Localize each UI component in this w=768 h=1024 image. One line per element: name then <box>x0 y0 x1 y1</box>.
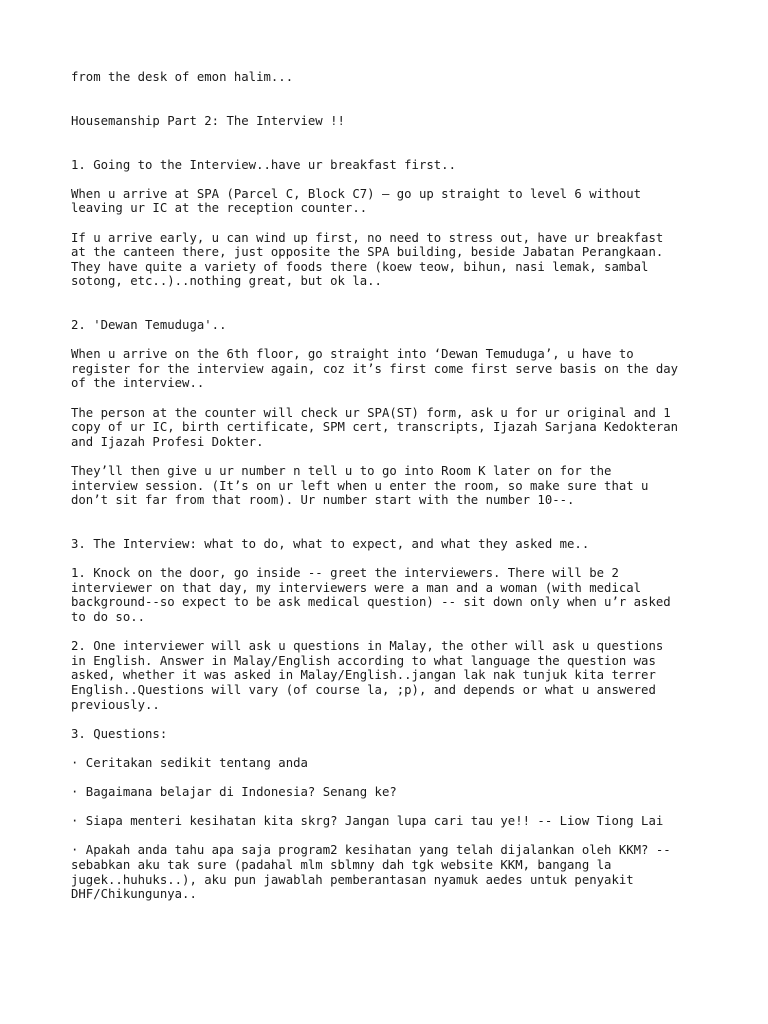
spacer <box>71 449 708 464</box>
spacer <box>71 771 708 786</box>
section-heading: 3. The Interview: what to do, what to expect, and what they asked me.. <box>71 537 590 551</box>
spacer <box>71 128 708 157</box>
spacer <box>71 391 708 406</box>
spacer <box>71 216 708 231</box>
list-item: · Siapa menteri kesihatan kita skrg? Jangan lupa cari tau ye!! -- Liow Tiong Lai <box>71 814 664 829</box>
byline: from the desk of emon halim... <box>71 70 294 84</box>
spacer <box>71 625 708 640</box>
document-title: Housemanship Part 2: The Interview !! <box>71 113 345 128</box>
spacer <box>71 85 708 114</box>
paragraph: The person at the counter will check ur SPA(ST) form, ask u for ur original and 1 copy of ur IC, birth certificate, SPM cert, transcripts, Ijazah Sarjana Kedokteran and Ijazah Profesi Dokter. <box>71 405 679 449</box>
spacer <box>71 333 708 348</box>
spacer <box>71 829 708 844</box>
spacer <box>71 172 708 187</box>
spacer <box>71 712 708 727</box>
section-heading: 1. Going to the Interview..have ur breakfast first.. <box>71 157 456 172</box>
list-item: · Apakah anda tahu apa saja program2 kesihatan yang telah dijalankan oleh KKM? -- sebabkan aku tak sure (padahal mlm sblmny dah tgk website KKM, bangang la jugek..huhuks..), aku pun jawablah pemberantasan nyamuk aedes untuk penyakit DHF/Chikungunya.. <box>71 843 671 902</box>
paragraph: When u arrive on the 6th floor, go straight into ‘Dewan Temuduga’, u have to register for the interview again, coz it’s first come first serve basis on the day of the interview.. <box>71 347 679 391</box>
paragraph: When u arrive at SPA (Parcel C, Block C7) – go up straight to level 6 without leaving ur IC at the reception counter.. <box>71 186 642 216</box>
paragraph: 2. One interviewer will ask u questions in Malay, the other will ask u questions in English. Answer in Malay/English according to what language the question was asked, whether it was asked in Malay/English..jangan lak nak tunjuk kita terrer English..Questions will vary (of course la, ;p), and depends or what u answered previously.. <box>71 639 664 712</box>
list-item: · Bagaimana belajar di Indonesia? Senang ke? <box>71 785 397 800</box>
spacer <box>71 508 708 537</box>
spacer <box>71 741 708 756</box>
section-heading: 2. 'Dewan Temuduga'.. <box>71 318 227 333</box>
spacer <box>71 800 708 815</box>
spacer <box>71 289 708 318</box>
paragraph: They’ll then give u ur number n tell u to go into Room K later on for the interview session. (It’s on ur left when u enter the room, so make sure that u don’t sit far from that room). Ur number start with the number 10--. <box>71 464 649 508</box>
paragraph: 1. Knock on the door, go inside -- greet the interviewers. There will be 2 interviewer on that day, my interviewers were a man and a woman (with medical background--so expect to be ask medical question) -- sit down only when u’r asked to do so.. <box>71 566 671 624</box>
paragraph: If u arrive early, u can wind up first, no need to stress out, have ur breakfast at the canteen there, just opposite the SPA building, beside Jabatan Perangkaan. They have quite a variety of foods there (koew teow, bihun, nasi lemak, sambal sotong, etc..)..nothing great, but ok la.. <box>71 230 664 289</box>
spacer <box>71 552 708 567</box>
list-item: · Ceritakan sedikit tentang anda <box>71 755 308 770</box>
paragraph: 3. Questions: <box>71 726 168 741</box>
